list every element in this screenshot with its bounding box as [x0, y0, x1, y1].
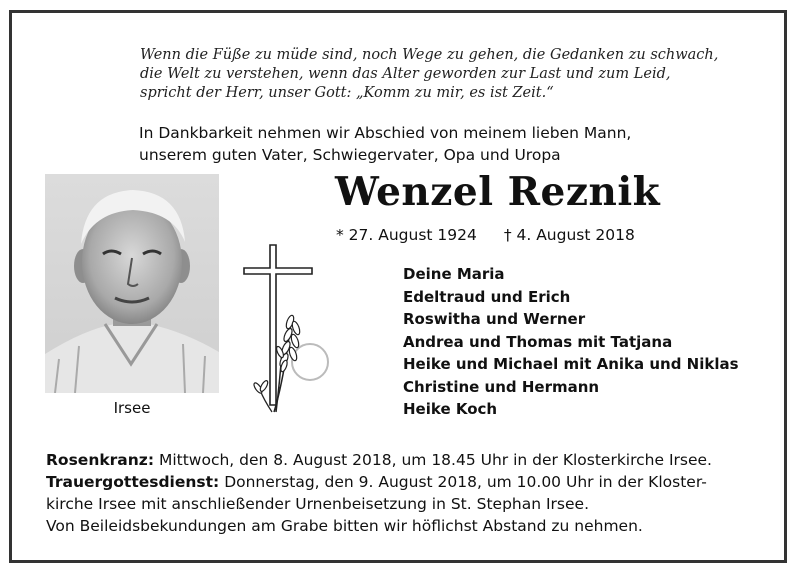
service-line-2: kirche Irsee mit anschließender Urnenbeisetzung in St. Stephan Irsee. — [46, 495, 589, 513]
rosary-line — [46, 449, 766, 471]
poem-line-2: die Welt zu verstehen, wenn das Alter geworden zur Last und zum Leid, — [140, 66, 671, 82]
cross-with-wheat-icon — [240, 240, 340, 420]
deceased-name: Wenzel Reznik — [335, 169, 661, 215]
service-text-1: Donnerstag, den 9. August 2018, um 10.00 Uhr in der Kloster- — [219, 473, 707, 491]
portrait-photo — [45, 174, 219, 393]
mourner-item: Heike und Michael mit Anika und Niklas — [403, 355, 739, 373]
birth-date: * 27. August 1924 — [336, 226, 477, 244]
mourner-item: Andrea und Thomas mit Tatjana — [403, 332, 673, 351]
intro-line-1: In Dankbarkeit nehmen wir Abschied von meinem lieben Mann, — [139, 124, 632, 142]
mourners-list — [403, 263, 739, 421]
rosary-text: Mittwoch, den 8. August 2018, um 18.45 Uhr in der Klosterkirche Irsee. — [154, 451, 712, 469]
mourner-item: Deine Maria — [403, 265, 505, 283]
rosary-label: Rosenkranz: — [46, 451, 155, 469]
service-label: Trauergottesdienst: — [46, 473, 220, 491]
condolence-note: Von Beileidsbekundungen am Grabe bitten wir höflichst Abstand zu nehmen. — [46, 517, 643, 535]
life-dates — [336, 224, 635, 246]
photo-caption: Irsee — [113, 399, 151, 417]
mourner-item: Edeltraud und Erich — [403, 287, 571, 306]
mourner-item: Roswitha und Werner — [403, 310, 586, 328]
service-notes — [46, 449, 766, 537]
poem-line-1: Wenn die Füße zu müde sind, noch Wege zu gehen, die Gedanken zu schwach, — [140, 47, 719, 63]
poem-line-3: spricht der Herr, unser Gott: „Komm zu mir, es ist Zeit.“ — [140, 85, 554, 101]
service-line — [46, 471, 766, 493]
poem — [140, 46, 780, 103]
mourner-item: Heike Koch — [403, 400, 498, 418]
intro-line-2: unserem guten Vater, Schwiegervater, Opa und Uropa — [139, 146, 561, 164]
intro-text — [139, 122, 779, 166]
mourner-item: Christine und Hermann — [403, 377, 600, 396]
death-date: † 4. August 2018 — [503, 226, 635, 244]
